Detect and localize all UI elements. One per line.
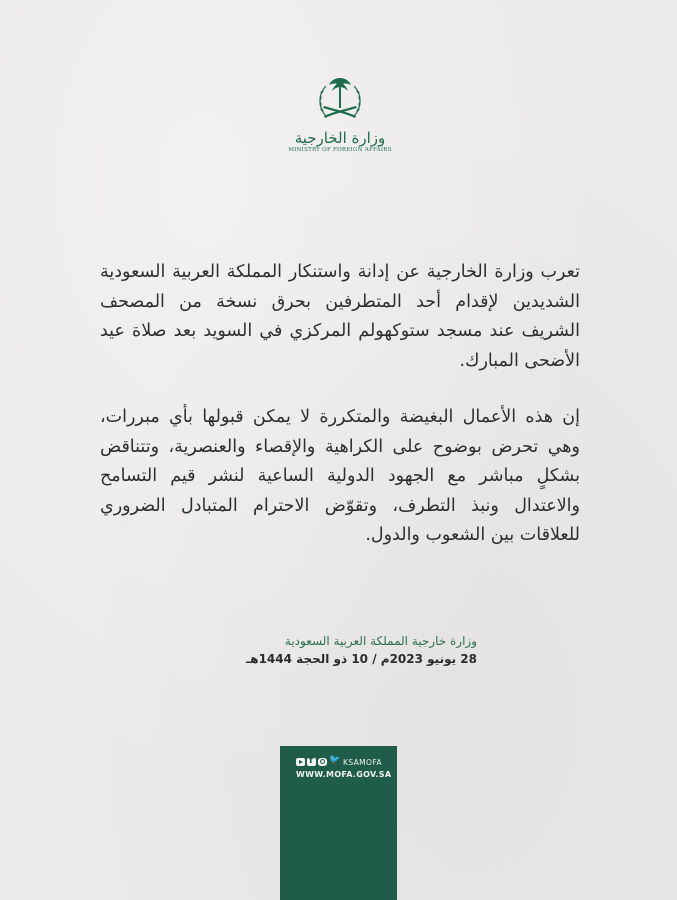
palm-and-swords-emblem-icon (312, 72, 368, 128)
logo-english-wordmark: MINISTRY OF FOREIGN AFFAIRS (288, 147, 392, 153)
footer-card (280, 746, 397, 900)
youtube-icon[interactable] (296, 758, 305, 766)
facebook-icon[interactable] (307, 758, 316, 766)
signature-block (217, 632, 477, 668)
ministry-logo (285, 72, 395, 172)
statement-paragraph-1: تعرب وزارة الخارجية عن إدانة واستنكار المملكة العربية السعودية الشديدين لإقدام أحد المتطرفين بحرق نسخة من المصحف الشريف عند مسجد ستوكهولم المركزي في السويد بعد صلاة عيد الأضحى المبارك. (100, 262, 580, 371)
social-links (296, 756, 382, 768)
social-handle[interactable]: KSAMOFA (343, 757, 382, 767)
issuer-name: وزارة خارجية المملكة العربية السعودية (284, 634, 477, 648)
twitter-icon[interactable] (329, 758, 338, 766)
website-link[interactable]: WWW.MOFA.GOV.SA (296, 770, 392, 779)
statement-paragraph-2: إن هذه الأعمال البغيضة والمتكررة لا يمكن قبولها بأي مبررات، وهي تحرض بوضوح على الكراهية والإقصاء والعنصرية، وتتناقض بشكلٍ مباشر مع الجهود الدولية الساعية لنشر قيم التسامح والاعتدال ونبذ التطرف، وتقوّض الاحترام المتبادل الضروري للعلاقات بين الشعوب والدول. (100, 407, 580, 545)
instagram-icon[interactable] (318, 758, 327, 766)
logo-arabic-wordmark: وزارة الخارجية (294, 129, 386, 147)
statement-date: 28 يونيو 2023م / 10 ذو الحجة 1444هـ (246, 652, 477, 666)
